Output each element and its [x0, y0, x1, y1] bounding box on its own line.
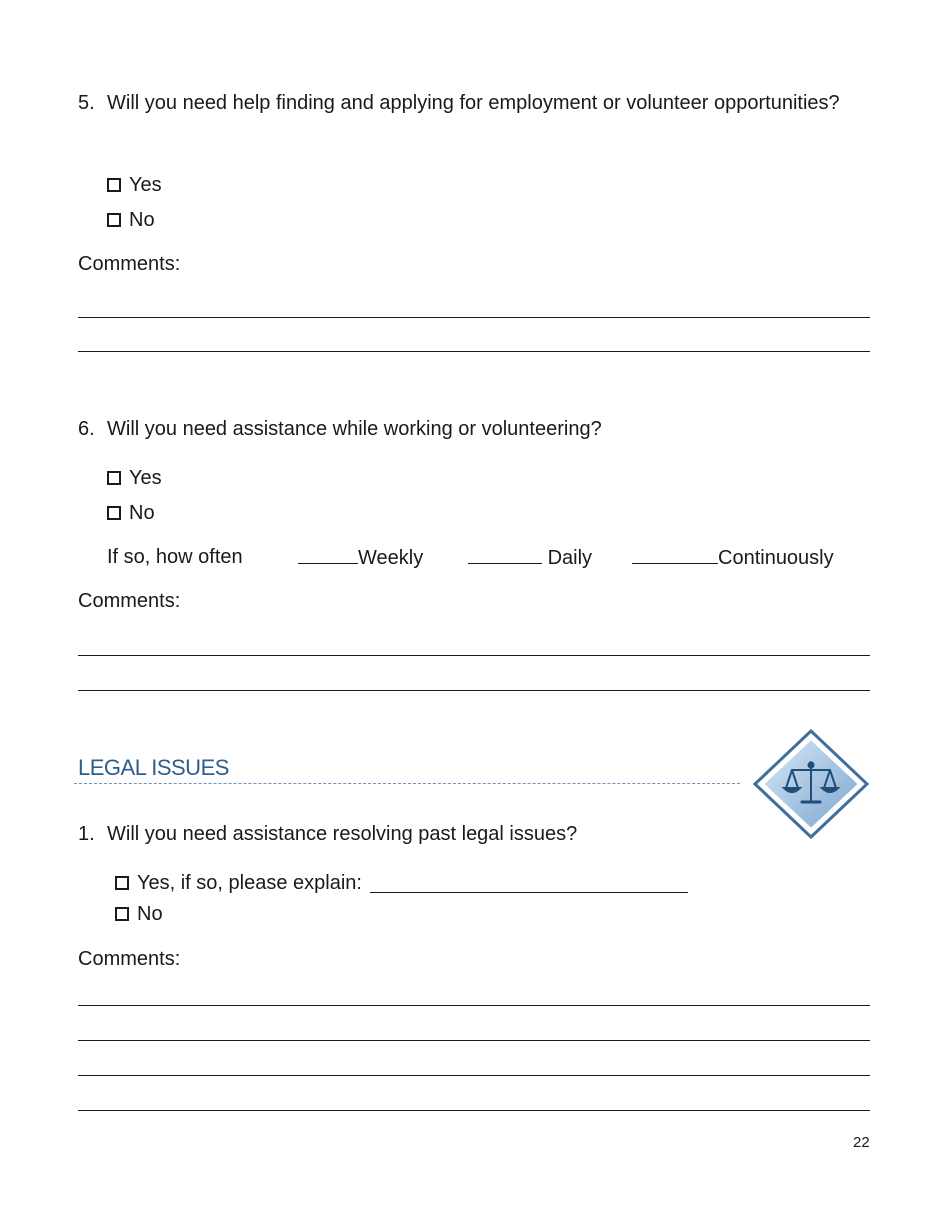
- comments-label: Comments:: [78, 253, 181, 275]
- frequency-daily[interactable]: [468, 545, 592, 570]
- option-label: Yes: [129, 174, 162, 196]
- option-yes-explain[interactable]: [115, 871, 688, 895]
- checkbox[interactable]: [107, 178, 121, 192]
- blank-line[interactable]: [468, 545, 542, 564]
- comment-line[interactable]: [78, 1040, 870, 1041]
- option-yes[interactable]: [107, 173, 162, 197]
- option-label: No: [129, 209, 155, 231]
- question-text: Will you need assistance while working or volunteering?: [107, 418, 602, 440]
- comment-line[interactable]: [78, 655, 870, 656]
- option-no[interactable]: [107, 501, 155, 525]
- option-label: No: [129, 502, 155, 524]
- section-title: LEGAL ISSUES: [78, 755, 229, 780]
- checkbox[interactable]: [107, 471, 121, 485]
- page-number: 22: [853, 1134, 870, 1151]
- comments-label: Comments:: [78, 590, 181, 612]
- question-number: 6.: [78, 418, 95, 440]
- frequency-label: Continuously: [718, 547, 834, 569]
- option-no[interactable]: [115, 902, 163, 926]
- how-often-label: If so, how often: [107, 546, 243, 568]
- option-no[interactable]: [107, 208, 155, 232]
- frequency-label: Daily: [547, 547, 593, 569]
- option-label: No: [137, 903, 163, 925]
- comments-label: Comments:: [78, 948, 181, 970]
- question-number: 5.: [78, 92, 95, 114]
- question-legal-1: [78, 818, 858, 851]
- question-6: [78, 413, 858, 446]
- option-label: Yes: [129, 467, 162, 489]
- option-yes[interactable]: [107, 466, 162, 490]
- question-number: 1.: [78, 823, 95, 845]
- comment-line[interactable]: [78, 1110, 870, 1111]
- comment-line[interactable]: [78, 1005, 870, 1006]
- checkbox[interactable]: [115, 876, 129, 890]
- checkbox[interactable]: [115, 907, 129, 921]
- comment-line[interactable]: [78, 690, 870, 691]
- comment-line[interactable]: [78, 317, 870, 318]
- frequency-label: Weekly: [358, 547, 424, 569]
- comment-line[interactable]: [78, 1075, 870, 1076]
- question-text: Will you need help finding and applying for employment or volunteer opportunities?: [107, 92, 840, 114]
- comment-line[interactable]: [78, 351, 870, 352]
- frequency-continuously[interactable]: [632, 545, 834, 570]
- checkbox[interactable]: [107, 213, 121, 227]
- question-5: [78, 87, 858, 120]
- question-text: Will you need assistance resolving past legal issues?: [107, 823, 578, 845]
- checkbox[interactable]: [107, 506, 121, 520]
- section-divider: [74, 783, 740, 784]
- option-label: Yes, if so, please explain:: [137, 872, 362, 894]
- explain-blank-line[interactable]: [370, 874, 688, 893]
- frequency-weekly[interactable]: [298, 545, 423, 570]
- blank-line[interactable]: [298, 545, 358, 564]
- blank-line[interactable]: [632, 545, 718, 564]
